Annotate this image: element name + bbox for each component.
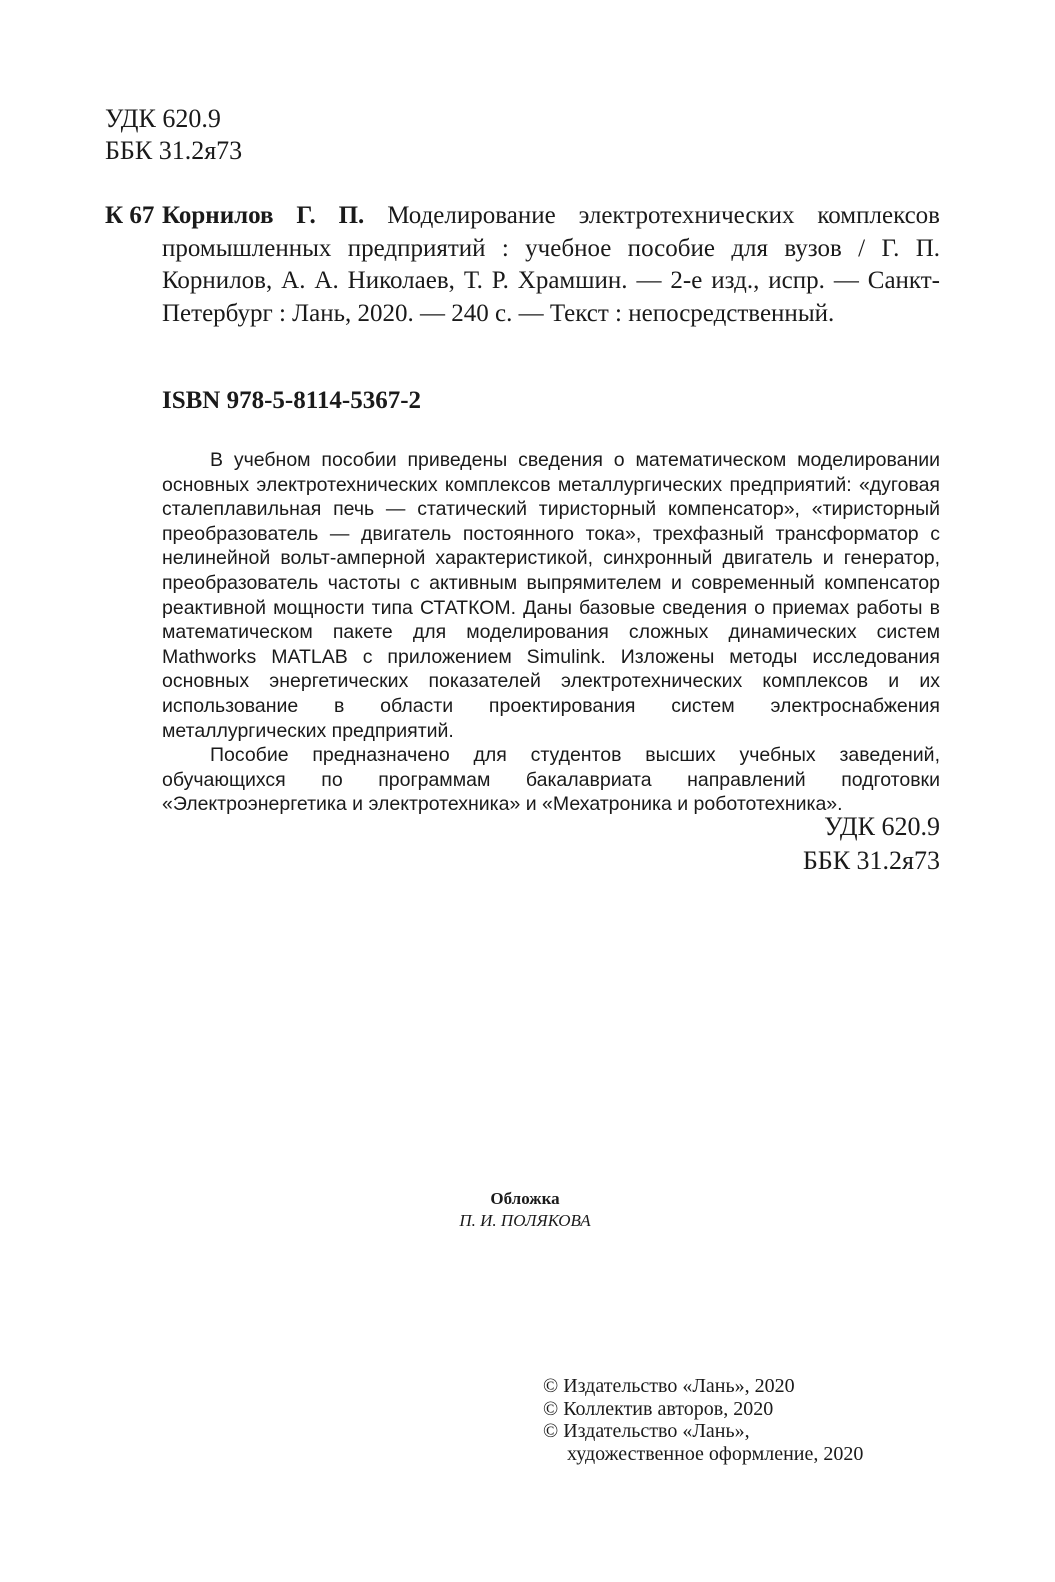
isbn: ISBN 978-5-8114-5367-2 [162,387,422,414]
annotation-paragraph-2: Пособие предназначено для студентов высших учебных заведений, обучающихся по программам бакалавриата направлений подготовки «Электроэнергетика и электротехника» и «Мехатроника и робототехника». [162,744,940,816]
udk-bbk-footer [700,810,940,878]
annotation-paragraph-1: В учебном пособии приведены сведения о математическом моделировании основных электротехнических комплексов металлургических предприятий: «дуговая сталеплавильная печь — статический тиристорный компенсатор», «тиристорный преобразователь — двигатель постоянного тока», трехфазный трансформатор с нелинейной вольт-амперной характеристикой, синхронный двигатель и генератор, преобразователь частоты с активным выпрямителем и современный компенсатор реактивной мощности типа СТАТКОМ. Даны базовые сведения о приемах работы в математическом пакете для моделирования сложных динамических систем Mathworks MATLAB с приложением Simulink. Изложены методы исследования основных энергетических показателей электротехнических комплексов и их использование в области проектирования систем электроснабжения металлургических предприятий. [162,449,940,742]
cover-credit [360,1188,690,1232]
entry-description: Моделирование электротехнических комплексов промышленных предприятий : учебное пособие для вузов / Г. П. Корнилов, А. А. Николаев, Т. Р. Храмшин. — 2-е изд., испр. — Санкт-Петербург : Лань, 2020. — 240 с. — Текст : непосредственный. [162,202,940,327]
copyright-block [543,1375,863,1465]
copyright-line: художественное оформление, 2020 [567,1442,864,1465]
udk-code-bottom: УДК 620.9 [824,812,940,841]
copyright-line: © Издательство «Лань», [543,1420,750,1442]
cover-credit-title: Обложка [490,1189,560,1208]
copyright-line: © Издательство «Лань», 2020 [543,1375,795,1397]
cover-credit-name: П. И. ПОЛЯКОВА [459,1211,591,1230]
copyright-line: © Коллектив авторов, 2020 [543,1397,774,1420]
entry-author: Корнилов Г. П. [162,202,365,229]
author-sign: К 67 [105,202,155,229]
annotation [162,448,940,817]
udk-bbk-header [105,103,242,167]
udk-code: УДК 620.9 [105,104,221,133]
bibliographic-entry [162,200,940,330]
bbk-code-bottom: ББК 31.2я73 [802,846,940,875]
bbk-code: ББК 31.2я73 [105,136,243,165]
